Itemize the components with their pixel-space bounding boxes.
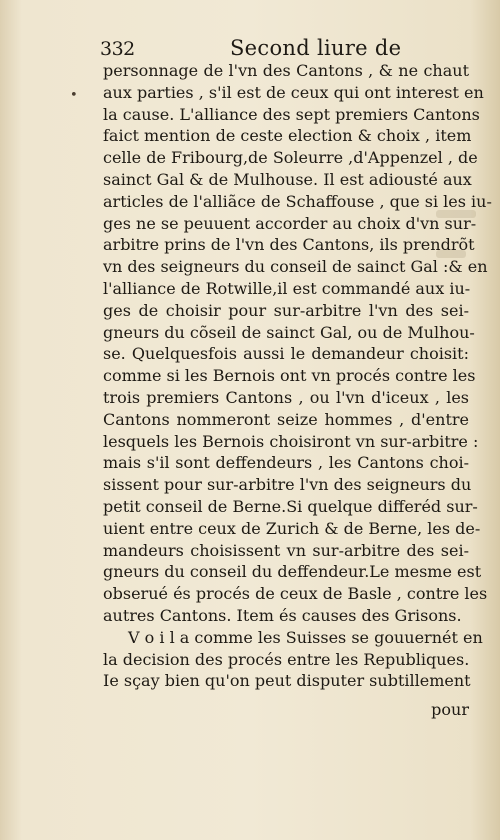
text-line: uient entre ceux de Zurich & de Berne, les de- xyxy=(103,518,481,538)
text-line: personnage de l'vn des Cantons , & ne chaut xyxy=(103,61,469,80)
text-line: se. Quelquesfois aussi le demandeur choisit: xyxy=(103,344,469,364)
text-line: articles de l'alliãce de Schaffouse , que si les iu- xyxy=(103,191,492,211)
text-line: obserué és procés de ceux de Basle , contre les xyxy=(103,584,488,604)
text-line: lesquels les Bernois choisiront vn sur-arbitre : xyxy=(103,431,479,451)
text-line: sainct Gal & de Mulhouse. Il est adiousté aux xyxy=(103,169,472,189)
text-line: ges ne se peuuent accorder au choix d'vn sur- xyxy=(103,213,477,233)
text-line: la decision des procés entre les Republiques. xyxy=(103,649,470,669)
margin-mark: • xyxy=(70,88,78,103)
text-line: arbitre prins de l'vn des Cantons, ils prendrõt xyxy=(103,235,475,255)
text-line: petit conseil de Berne.Si quelque differéd sur- xyxy=(103,496,478,516)
text-line: la cause. L'alliance des sept premiers Cantons xyxy=(103,104,480,124)
text-line: vn des seigneurs du conseil de sainct Gal :& en xyxy=(103,257,488,277)
text-line: ges de choisir pour sur-arbitre l'vn des sei- xyxy=(103,300,469,320)
text-line: trois premiers Cantons , ou l'vn d'iceux , les xyxy=(103,387,469,407)
text-line: gneurs du conseil du deffendeur.Le mesme est xyxy=(103,562,482,582)
text-line: mandeurs choisissent vn sur-arbitre des sei- xyxy=(103,540,469,560)
text-line: faict mention de ceste election & choix , item xyxy=(103,126,472,146)
text-line: sissent pour sur-arbitre l'vn des seigneurs du xyxy=(103,475,472,495)
text-line: gneurs du cõseil de sainct Gal, ou de Mulhou- xyxy=(103,322,475,342)
body-text xyxy=(103,60,492,692)
text-line: celle de Fribourg,de Soleurre ,d'Appenzel , de xyxy=(103,148,478,168)
page-number: 332 xyxy=(100,38,135,60)
text-line: aux parties , s'il est de ceux qui ont interest en xyxy=(103,82,484,102)
text-line: l'alliance de Rotwille,il est commandé aux iu- xyxy=(103,278,471,298)
text-line: mais s'il sont deffendeurs , les Cantons choi- xyxy=(103,453,469,473)
running-head: Second liure de xyxy=(230,36,402,60)
text-line: V o i l a comme les Suisses se gouuernét en xyxy=(128,627,483,647)
catchword: pour xyxy=(431,700,469,719)
text-line: Cantons nommeront seize hommes , d'entre xyxy=(103,409,469,429)
text-line: Ie sçay bien qu'on peut disputer subtillement xyxy=(103,671,471,691)
text-line: comme si les Bernois ont vn procés contre les xyxy=(103,366,476,386)
text-line: autres Cantons. Item és causes des Grisons. xyxy=(103,605,462,625)
